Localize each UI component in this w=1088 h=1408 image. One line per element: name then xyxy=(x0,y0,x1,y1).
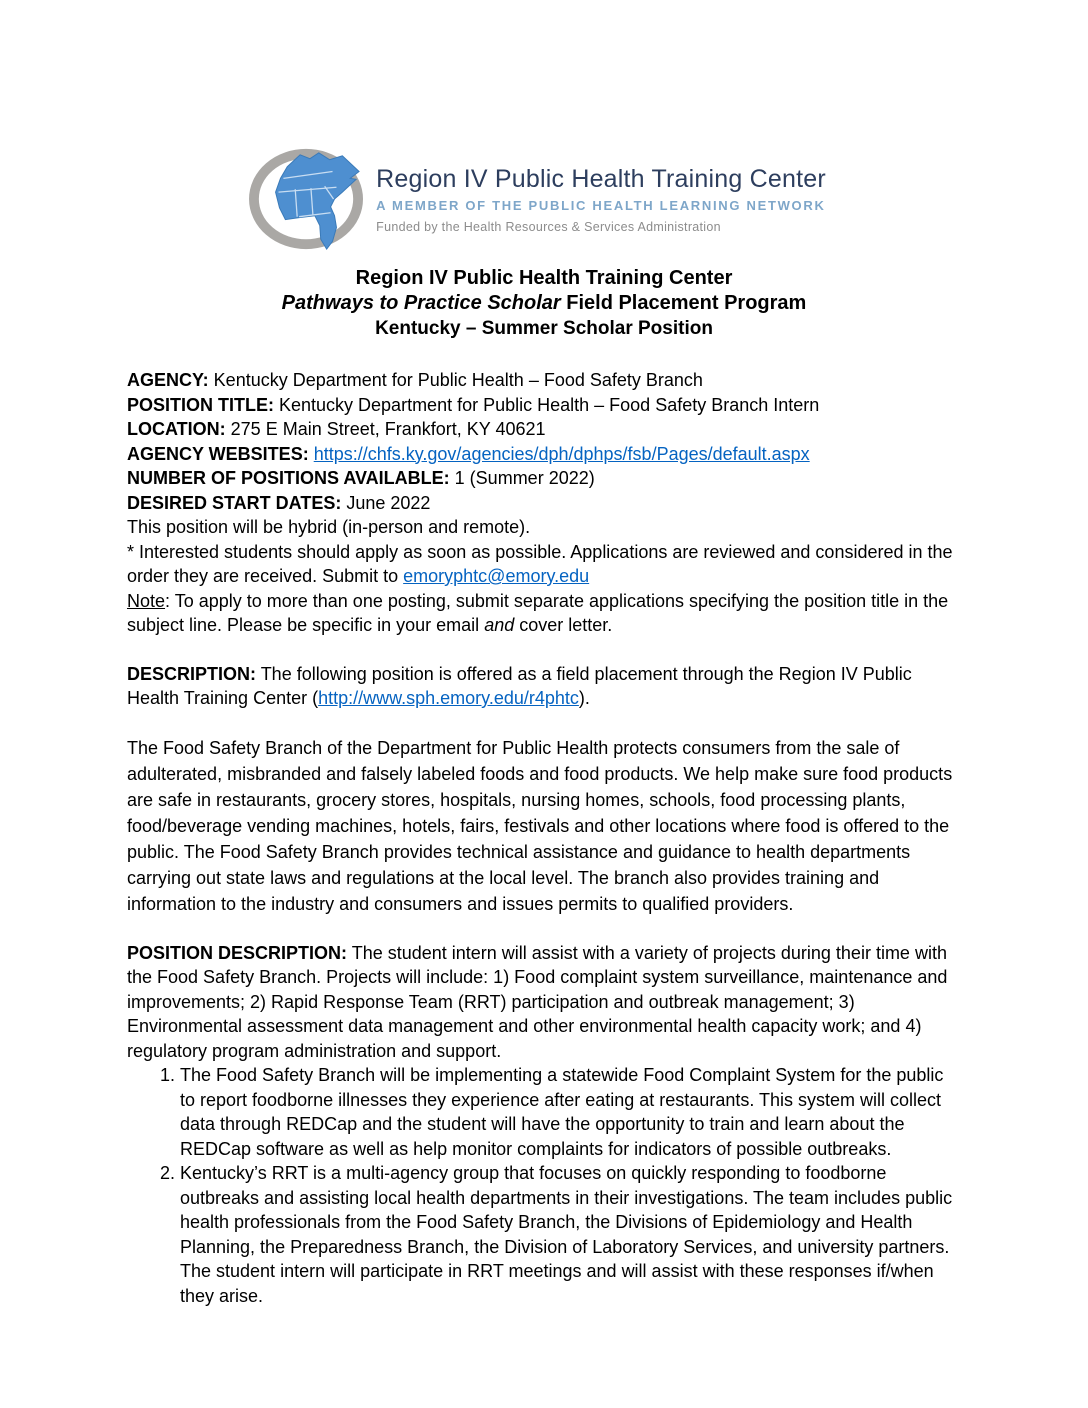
logo-funded-line: Funded by the Health Resources & Services Administration xyxy=(376,219,721,234)
position-title-line xyxy=(127,393,961,418)
note-label: Note xyxy=(127,590,166,611)
project-item-2: 2. Kentucky’s RRT is a multi-agency group that focuses on quickly responding to foodborne outbreaks and assisting local health departments in their investigations. The team includes public health professionals from the Food Safety Branch, the Divisions of Epidemiology and Health Planning, the Preparedness Branch, the Division of Laboratory Services, and university partners. The student intern will participate in RRT meetings and will assist with these responses if/when they arise. xyxy=(180,1161,961,1308)
location-label: LOCATION: xyxy=(127,419,226,439)
description-text: The following position is offered as a field placement through the Region IV Public Health Training Center ( xyxy=(127,663,912,708)
description-label: DESCRIPTION: xyxy=(127,663,257,684)
agency-website-link[interactable]: https://chfs.ky.gov/agencies/dph/dphps/fsb/Pages/default.aspx xyxy=(313,443,810,464)
description-text-end: ). xyxy=(578,688,590,708)
r4phtc-website-link[interactable]: http://www.sph.emory.edu/r4phtc xyxy=(318,688,579,708)
position-description-text: The student intern will assist with a variety of projects during their time with the Food Safety Branch. Projects will include: 1) Food complaint system surveillance, maintenance and improvements; 2) Rapid Response Team (RRT) participation and outbreak management; 3) Environmental assessment data management and other environmental health capacity work; and 4) regulatory program administration and support. xyxy=(127,942,948,1061)
position-description-paragraph xyxy=(127,941,961,1064)
logo-subtitle: A MEMBER OF THE PUBLIC HEALTH LEARNING NETWORK xyxy=(376,197,826,213)
note-text: : To apply to more than one posting, submit separate applications specifying the position title in the subject line. Please be specific in your email xyxy=(127,590,949,635)
doc-title-line2 xyxy=(127,291,961,316)
logo-title: Region IV Public Health Training Center xyxy=(376,164,826,193)
region-iv-map-icon xyxy=(248,143,366,255)
position-title-value: Kentucky Department for Public Health – Food Safety Branch Intern xyxy=(274,394,820,415)
apply-instructions-text: * Interested students should apply as soon as possible. Applications are reviewed and considered in the order they are received. Submit to xyxy=(127,541,953,586)
position-description-label: POSITION DESCRIPTION: xyxy=(127,942,348,963)
positions-available-line xyxy=(127,466,961,491)
agency-value: Kentucky Department for Public Health – Food Safety Branch xyxy=(208,370,703,390)
hybrid-line: This position will be hybrid (in-person and remote). xyxy=(127,517,531,537)
agency-websites-line xyxy=(127,442,961,467)
document-body xyxy=(127,368,961,1308)
start-dates-value: June 2022 xyxy=(341,492,431,513)
agency-websites-label: AGENCY WEBSITES: xyxy=(127,443,309,464)
food-safety-branch-paragraph: The Food Safety Branch of the Department for Public Health protects consumers from the sale of adulterated, misbranded and falsely labeled foods and food products. We help make sure food products are safe in restaurants, grocery stores, hospitals, nursing homes, schools, food processing plants, food/beverage vending machines, hotels, fairs, festivals and other locations where food is offered to the public. The Food Safety Branch provides technical assistance and guidance to health departments carrying out state laws and regulations at the local level. The branch also provides training and information to the industry and consumers and issues permits to qualified providers. xyxy=(127,737,953,914)
doc-title-line1: Region IV Public Health Training Center xyxy=(355,267,733,289)
note-text-end: cover letter. xyxy=(514,615,613,635)
apply-email-link[interactable]: emoryphtc@emory.edu xyxy=(403,566,590,586)
doc-title-program-name: Pathways to Practice Scholar xyxy=(281,292,561,314)
positions-available-value: 1 (Summer 2022) xyxy=(449,468,595,488)
position-title-label: POSITION TITLE: xyxy=(127,394,274,415)
doc-title-line2-rest: Field Placement Program xyxy=(560,292,807,314)
start-dates-line xyxy=(127,491,961,516)
start-dates-label: DESIRED START DATES: xyxy=(127,492,342,513)
description-paragraph xyxy=(127,662,961,711)
doc-title-line3: Kentucky – Summer Scholar Position xyxy=(375,318,713,339)
note-line xyxy=(127,589,961,638)
note-italic-and: and xyxy=(484,615,515,635)
agency-line xyxy=(127,368,961,393)
positions-available-label: NUMBER OF POSITIONS AVAILABLE: xyxy=(127,468,450,488)
project-list xyxy=(127,1063,961,1308)
location-line xyxy=(127,417,961,442)
r4phtc-logo xyxy=(113,143,961,255)
document-title-block xyxy=(127,266,961,341)
location-value: 275 E Main Street, Frankfort, KY 40621 xyxy=(225,419,546,439)
apply-instructions xyxy=(127,540,961,589)
project-item-1: 1. The Food Safety Branch will be implementing a statewide Food Complaint System for the public to report foodborne illnesses they experience after eating at restaurants. This system will collect data through REDCap and the student will have the opportunity to train and learn about the REDCap software as well as help monitor complaints for indicators of possible outbreaks. xyxy=(180,1063,961,1161)
agency-label: AGENCY: xyxy=(127,370,209,390)
